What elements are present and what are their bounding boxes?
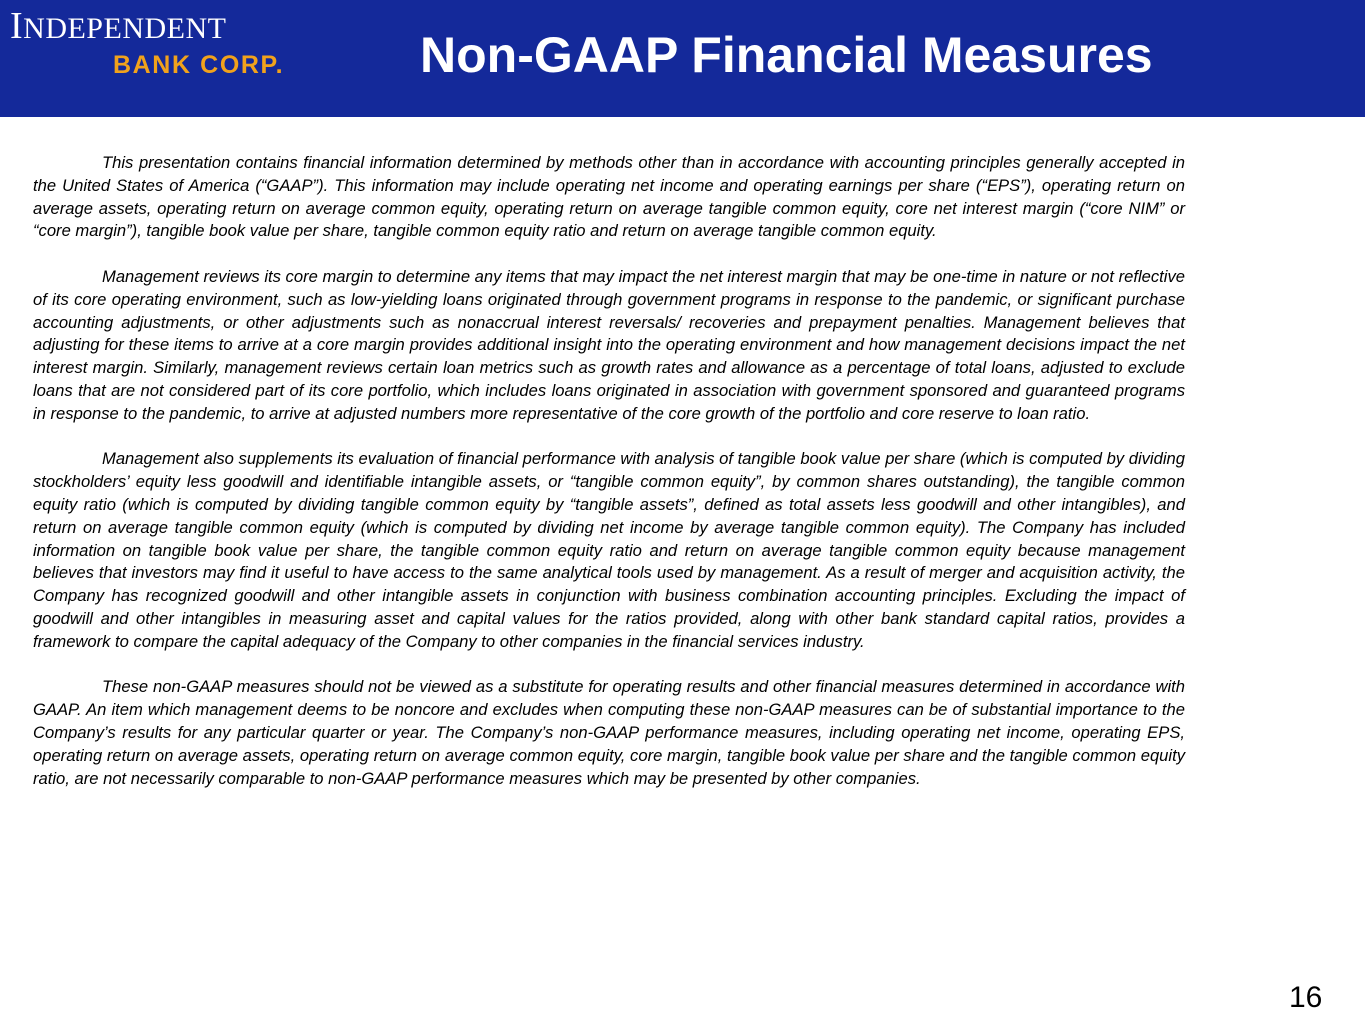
logo-initial: I: [10, 5, 24, 47]
slide-title: Non-GAAP Financial Measures: [420, 27, 1153, 83]
paragraph-disclaimer: These non-GAAP measures should not be viewed as a substitute for operating results and other financial measures determined in accordance with GAAP. An item which management deems to be noncore and excludes when computing these non-GAAP measures can be of substantial importance to the Company’s results for any particular quarter or year. The Company’s non-GAAP performance measures, including operating net income, operating EPS, operating return on average assets, operating return on average common equity, core margin, tangible book value per share and the tangible common equity ratio, are not necessarily comparable to non-GAAP performance measures which may be presented by other companies.: [33, 677, 1185, 788]
page-number: 16: [1289, 981, 1323, 1014]
company-logo-subline: BANK CORP.: [113, 51, 285, 79]
paragraph-core-margin: Management reviews its core margin to determine any items that may impact the net interest margin that may be one-time in nature or not reflective of its core operating environment, such as low-yielding loans originated through government programs in response to the pandemic, or significant purchase accounting adjustments, or other adjustments such as nonaccrual interest reversals/ recoveries and prepayment penalties. Management believes that adjusting for these items to arrive at a core margin provides additional insight into the operating environment and how management decisions impact the net interest margin. Similarly, management reviews certain loan metrics such as growth rates and allowance as a percentage of total loans, adjusted to exclude loans that are not considered part of its core portfolio, which includes loans originated in association with government sponsored and guaranteed programs in response to the pandemic, to arrive at adjusted numbers more representative of the core growth of the portfolio and core reserve to loan ratio.: [33, 266, 1185, 423]
paragraph-intro: This presentation contains financial information determined by methods other than in accordance with accounting principles generally accepted in the United States of America (“GAAP”). This information may include operating net income and operating earnings per share (“EPS”), operating return on average assets, operating return on average common equity, operating return on average tangible common equity, core net interest margin (“core NIM” or “core margin”), tangible book value per share, tangible common equity ratio and return on average tangible common equity.: [33, 153, 1185, 241]
company-logo-wordmark: [10, 6, 226, 49]
logo-name-rest: NDEPENDENT: [23, 12, 227, 45]
disclosure-body: [33, 152, 1185, 813]
paragraph-tangible-book-value: Management also supplements its evaluation of financial performance with analysis of tangible book value per share (which is computed by dividing stockholders’ equity less goodwill and identifiable intangible assets, or “tangible common equity”, by common shares outstanding), the tangible common equity ratio (which is computed by dividing tangible common equity by “tangible assets”, defined as total assets less goodwill and other intangibles), and return on average tangible common equity (which is computed by dividing net income by average tangible common equity). The Company has included information on tangible book value per share, the tangible common equity ratio and return on average tangible common equity because management believes that investors may find it useful to have access to the same analytical tools used by management. As a result of merger and acquisition activity, the Company has recognized goodwill and other intangible assets in conjunction with business combination accounting principles. Excluding the impact of goodwill and other intangibles in measuring asset and capital values for the ratios provided, along with other bank standard capital ratios, provides a framework to compare the capital adequacy of the Company to other companies in the financial services industry.: [33, 449, 1185, 651]
header-banner: [0, 0, 1365, 117]
